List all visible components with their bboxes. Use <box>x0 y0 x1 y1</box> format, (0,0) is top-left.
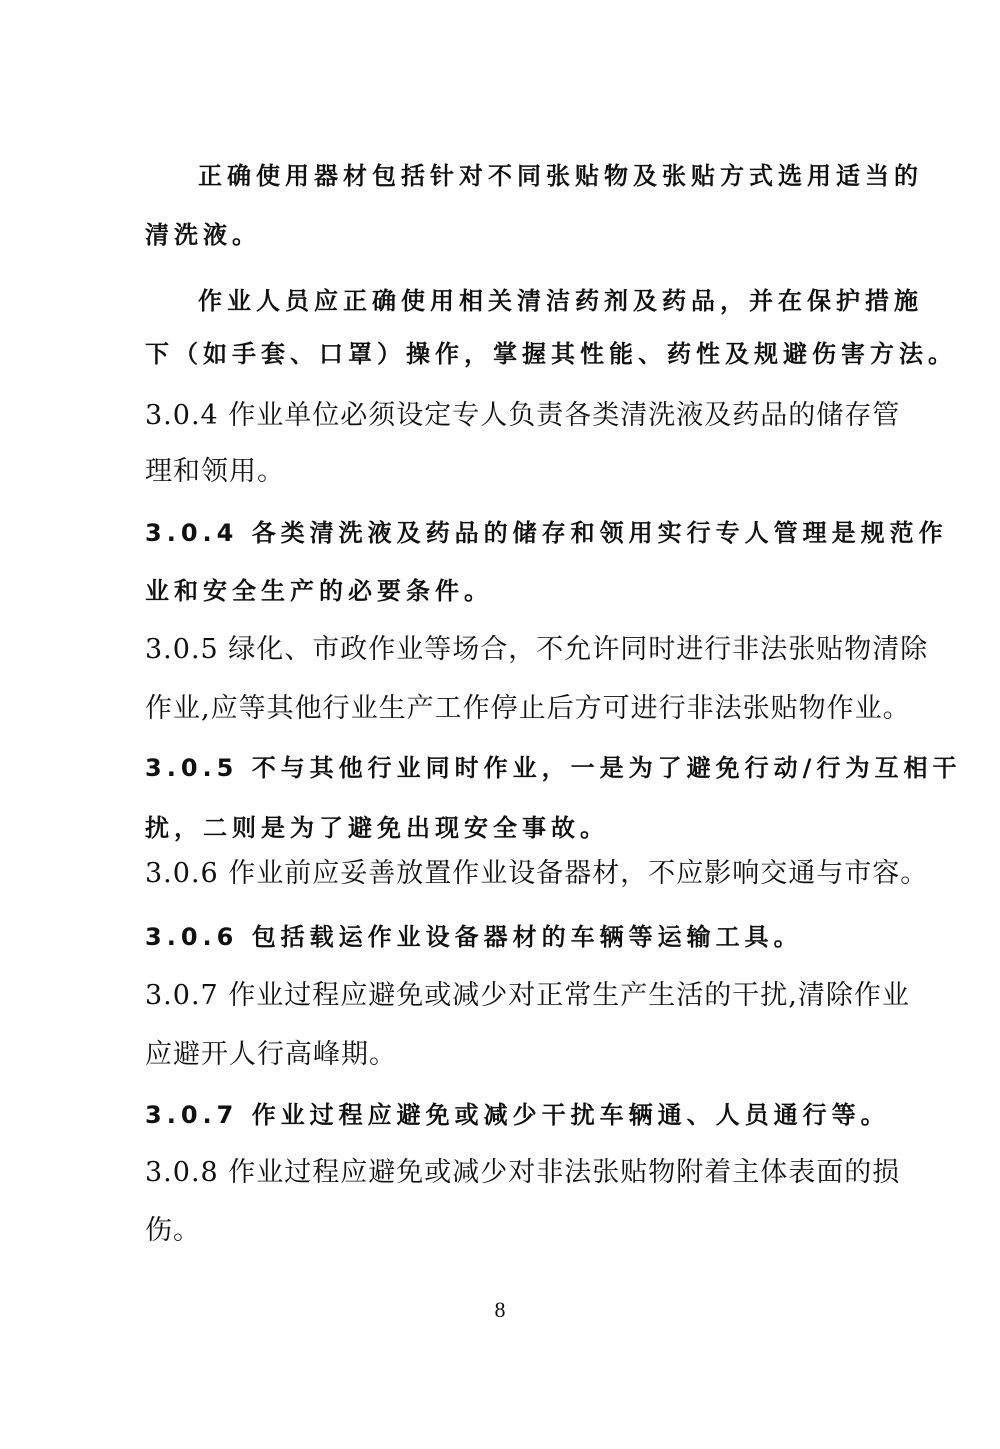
clause-3-0-8-line-2: 伤。 <box>145 1215 201 1246</box>
commentary-line-3: 作业人员应正确使用相关清洁药剂及药品，并在保护措施 <box>198 287 923 315</box>
clause-3-0-7-line-2: 应避开人行高峰期。 <box>145 1039 397 1070</box>
clause-3-0-4-line-2: 理和领用。 <box>145 456 285 487</box>
commentary-line-2: 清洗液。 <box>145 221 261 249</box>
clause-3-0-4-line-1: 3.0.4 作业单位必须设定专人负责各类清洗液及药品的储存管 <box>145 400 901 431</box>
commentary-3-0-5-line-1: 3.0.5 不与其他行业同时作业，一是为了避免行动/行为互相干 <box>145 754 962 782</box>
clause-3-0-5-line-2: 作业,应等其他行业生产工作停止后方可进行非法张贴物作业。 <box>145 693 911 724</box>
clause-3-0-8-line-1: 3.0.8 作业过程应避免或减少对非法张贴物附着主体表面的损 <box>145 1157 901 1188</box>
commentary-line-1: 正确使用器材包括针对不同张贴物及张贴方式选用适当的 <box>198 162 923 190</box>
commentary-3-0-4-line-2: 业和安全生产的必要条件。 <box>145 577 493 605</box>
commentary-3-0-6-line-1: 3.0.6 包括载运作业设备器材的车辆等运输工具。 <box>145 923 803 951</box>
commentary-3-0-7-line-1: 3.0.7 作业过程应避免或减少干扰车辆通、人员通行等。 <box>145 1101 890 1129</box>
commentary-line-4: 下（如手套、口罩）操作，掌握其性能、药性及规避伤害方法。 <box>145 340 957 368</box>
clause-3-0-7-line-1: 3.0.7 作业过程应避免或减少对正常生产生活的干扰,清除作业 <box>145 980 910 1011</box>
page-number: 8 <box>494 1297 506 1322</box>
clause-3-0-6-line-1: 3.0.6 作业前应妥善放置作业设备器材，不应影响交通与市容。 <box>145 858 929 889</box>
commentary-3-0-5-line-2: 扰，二则是为了避免出现安全事故。 <box>145 814 609 842</box>
commentary-3-0-4-line-1: 3.0.4 各类清洗液及药品的储存和领用实行专人管理是规范作 <box>145 519 948 547</box>
clause-3-0-5-line-1: 3.0.5 绿化、市政作业等场合，不允许同时进行非法张贴物清除 <box>145 634 929 665</box>
